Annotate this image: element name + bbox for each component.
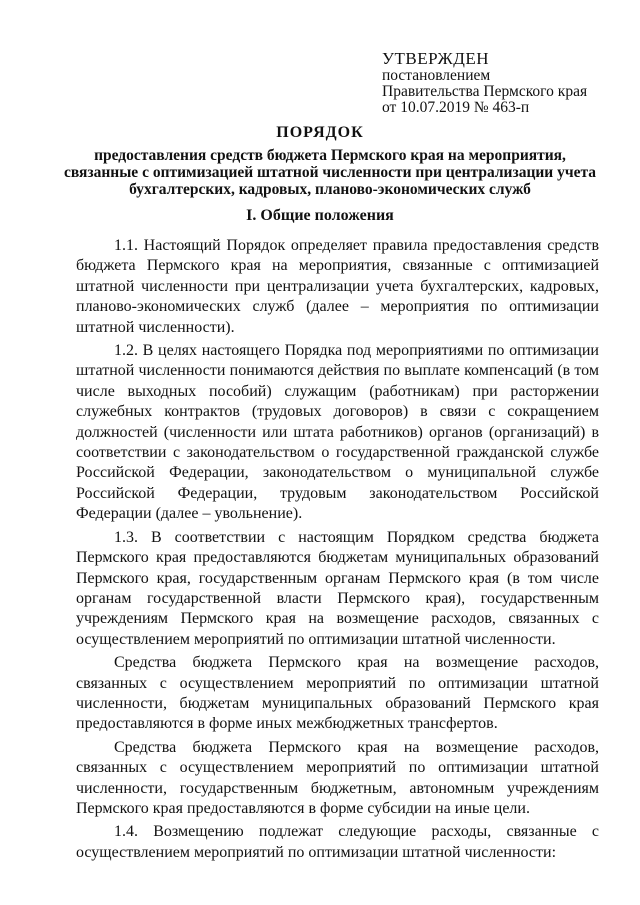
paragraph-1-2: 1.2. В целях настоящего Порядка под мероприятиями по оптимизации штатной численности понимаются действия по выплате компенсаций (в том числе выходных пособий) служащим (работникам) при расторжении служебных контрактов (трудовых договоров) в связи с сокращением должностей (численности или штата работников) органов (организаций) в соответствии с законодательством о государственной гражданской службе Российской Федерации, законодательством о муниципальной службе Российской Федерации, трудовым законодательством Российской Федерации (далее – увольнение). xyxy=(76,342,599,523)
paragraph-subsidies: Средства бюджета Пермского края на возмещение расходов, связанных с осуществлением мероприятий по оптимизации штатной численности, государственным бюджетным, автономным учреждениям Пермского края предоставляются в форме субсидии на иные цели. xyxy=(76,738,599,817)
document-subtitle: предоставления средств бюджета Пермского края на мероприятия, связанные с оптимизацией штатной численности при централизации учета бухгалтерских, кадровых, планово-экономических служб xyxy=(63,147,597,198)
paragraph-1-4: 1.4. Возмещению подлежат следующие расходы, связанные с осуществлением мероприятий по оптимизации штатной численности: xyxy=(76,823,599,861)
section-heading: I. Общие положения xyxy=(246,207,394,224)
paragraph-1-1: 1.1. Настоящий Порядок определяет правила предоставления средств бюджета Пермского края на мероприятия, связанные с оптимизацией штатной численности при централизации учета бухгалтерских, кадровых, планово-экономических служб (далее – мероприятия по оптимизации штатной численности). xyxy=(76,237,599,336)
paragraph-1-3: 1.3. В соответствии с настоящим Порядком средства бюджета Пермского края предоставляются бюджетам муниципальных образований Пермского края, государственным органам Пермского края (в том числе органам государственной власти Пермского края), государственным учреждениям Пермского края на возмещение расходов, связанных с осуществлением мероприятий по оптимизации штатной численности. xyxy=(76,528,599,648)
approval-stamp xyxy=(382,50,587,116)
paragraph-transfers: Средства бюджета Пермского края на возмещение расходов, связанных с осуществлением мероприятий по оптимизации штатной численности, бюджетам муниципальных образований Пермского края предоставляются в форме иных межбюджетных трансфертов. xyxy=(76,654,599,733)
approval-line-date-number: от 10.07.2019 № 463-п xyxy=(382,99,530,116)
document-body xyxy=(76,236,599,866)
document-title: ПОРЯДОК xyxy=(276,124,364,141)
approval-line-resolution: постановлением xyxy=(382,67,491,84)
approval-title: УТВЕРЖДЕН xyxy=(382,49,489,68)
approval-line-government: Правительства Пермского края xyxy=(382,83,588,100)
